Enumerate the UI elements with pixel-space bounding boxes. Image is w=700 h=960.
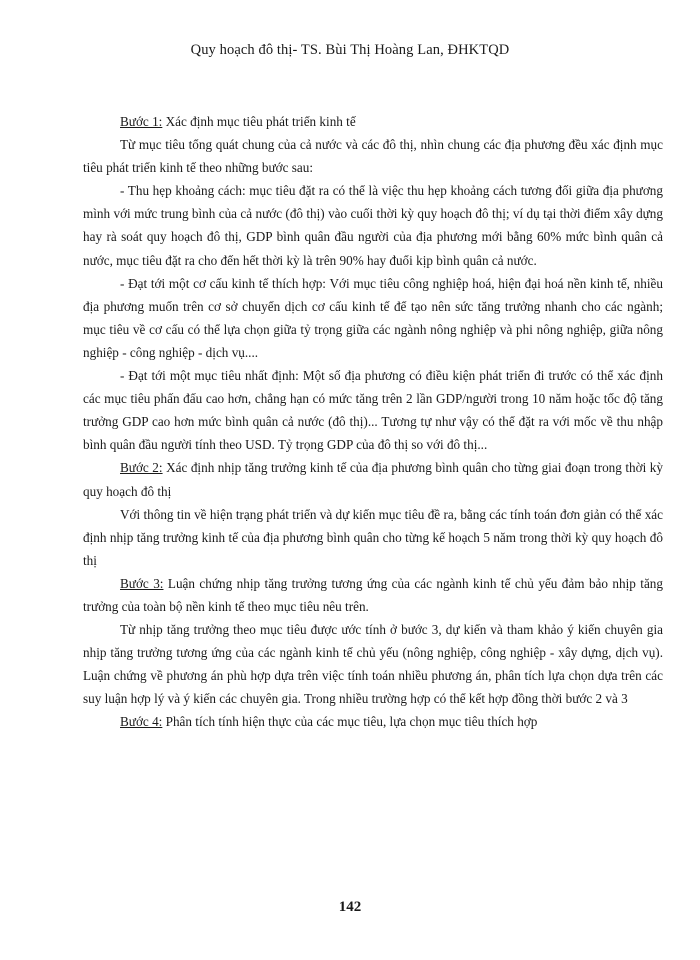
paragraph-text: Từ mục tiêu tổng quát chung của cả nước và các đô thị, nhìn chung các địa phương đều xác định mục tiêu phát triển kinh tế theo những bước sau: bbox=[83, 137, 663, 176]
step-label: Bước 3: bbox=[120, 575, 164, 591]
paragraph-step-1 bbox=[83, 110, 663, 133]
paragraph-text: Luận chứng nhịp tăng trưởng tương ứng của các ngành kinh tế chủ yếu đảm bảo nhịp tăng trưởng của toàn bộ nền kinh tế theo mục tiêu nêu trên. bbox=[83, 575, 663, 614]
step-label: Bước 1: bbox=[120, 114, 163, 129]
paragraph bbox=[83, 364, 663, 456]
step-label: Bước 2: bbox=[120, 460, 163, 476]
body-text bbox=[83, 110, 663, 734]
paragraph-text: Xác định nhịp tăng trưởng kinh tế của địa phương bình quân cho từng giai đoạn trong thời kỳ quy hoạch đô thị bbox=[83, 460, 663, 499]
paragraph-text: Xác định mục tiêu phát triển kinh tế bbox=[162, 114, 356, 129]
paragraph-step-3 bbox=[83, 572, 663, 618]
paragraph-step-2 bbox=[83, 456, 663, 502]
paragraph bbox=[83, 272, 663, 364]
paragraph-step-4 bbox=[83, 710, 663, 733]
page-number: 142 bbox=[338, 899, 362, 915]
paragraph-text: - Đạt tới một cơ cấu kinh tế thích hợp: Với mục tiêu công nghiệp hoá, hiện đại hoá nền kinh tế, nhiều địa phương muốn trên cơ sở chuyển dịch cơ cấu kinh tế để tạo nên sức tăng trưởng nhanh cho các ngành; mục tiêu về cơ cấu có thể lựa chọn giữa tỷ trọng giữa các ngành nông nghiệp và phi nông nghiệp, giữa nông nghiệp - công nghiệp - dịch vụ.... bbox=[83, 275, 663, 360]
paragraph-text: - Thu hẹp khoảng cách: mục tiêu đặt ra có thể là việc thu hẹp khoảng cách tương đối giữa địa phương mình với mức trung bình của cả nước (đô thị) vào cuối thời kỳ quy hoạch đô thị; ví dụ tại thời điểm xây dựng hay rà soát quy hoạch đô thị, GDP bình quân đầu người của địa phương mới bằng 60% mức bình quân cả nước, mục tiêu đặt ra cho đến hết thời kỳ là trên 90% hay đuổi kịp bình quân cả nước. bbox=[83, 183, 663, 268]
paragraph bbox=[83, 618, 663, 710]
step-label: Bước 4: bbox=[120, 714, 163, 730]
paragraph bbox=[83, 179, 663, 271]
paragraph-text: Từ nhịp tăng trưởng theo mục tiêu được ước tính ở bước 3, dự kiến và tham khảo ý kiến chuyên gia nhịp tăng trưởng tương ứng của các ngành kinh tế chủ yếu (nông nghiệp, công nghiệp - xây dựng, dịch vụ). Luận chứng về phương án phù hợp dựa trên việc tính toán nhiều phương án, phân tích lựa chọn dựa trên các suy luận hợp lý và ý kiến các chuyên gia. Trong nhiều trường hợp có thể kết hợp đồng thời bước 2 và 3 bbox=[83, 622, 663, 707]
running-header: Quy hoạch đô thị- TS. Bùi Thị Hoàng Lan, ĐHKTQD bbox=[190, 42, 510, 58]
paragraph-text: Với thông tin về hiện trạng phát triển và dự kiến mục tiêu đề ra, bằng các tính toán đơn giản có thể xác định nhịp tăng trưởng kinh tế của địa phương bình quân cho từng kế hoạch 5 năm trong thời kỳ quy hoạch đô thị bbox=[83, 506, 663, 568]
paragraph bbox=[83, 503, 663, 572]
paragraph-text: Phân tích tính hiện thực của các mục tiêu, lựa chọn mục tiêu thích hợp bbox=[162, 714, 538, 730]
paragraph-text: - Đạt tới một mục tiêu nhất định: Một số địa phương có điều kiện phát triển đi trước có thể xác định các mục tiêu phấn đấu cao hơn, chẳng hạn có mức tăng trên 2 lần GDP/người trong 10 năm hoặc tốc độ tăng trưởng GDP cao hơn mức bình quân cả nước (đô thị)... Tương tự như vậy có thể đặt ra với mốc về thu nhập bình quân đầu người tính theo USD. Tỷ trọng GDP của đô thị so với đô thị... bbox=[83, 368, 663, 453]
paragraph bbox=[83, 133, 663, 179]
